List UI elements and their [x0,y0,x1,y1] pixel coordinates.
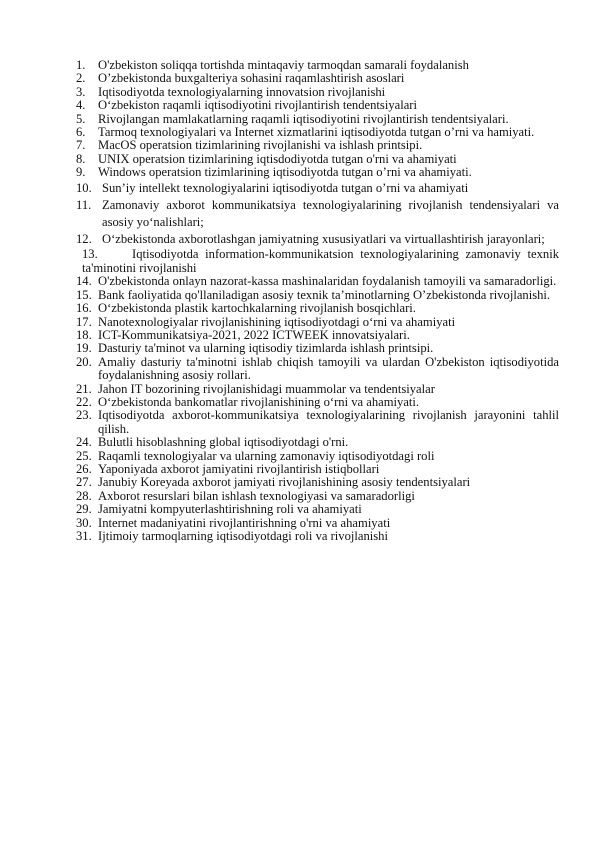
list-item [76,126,559,139]
item-number: 25. [76,448,92,463]
item-number: 6. [76,125,86,140]
item-number: 4. [76,98,86,113]
item-text: O‘zbekiston raqamli iqtisodiyotini rivojlantirish tendentsiyalari [98,98,417,113]
list-item [76,450,559,463]
list-item [76,396,559,409]
item-text: ICT-Kommunikatsiya-2021, 2022 ICTWEEK innovatsiyalari. [98,327,410,342]
item-number: 10. [76,180,92,195]
item-number: 23. [76,408,92,423]
list-item [76,180,559,197]
item-text: Bank faoliyatida qo'llaniladigan asosiy texnik ta’minotlarning O’zbekistonda rivojlanishi. [98,287,551,302]
item-number: 24. [76,435,92,450]
item-text: Axborot resurslari bilan ishlash texnologiyasi va samaradorligi [98,488,415,503]
item-number: 31. [76,529,92,543]
list-item [76,342,559,355]
item-text: Zamonaviy axborot kommunikatsiya texnologiyalarining rivojlanish tendensiyalari va asosiy yo‘nalishlari; [102,197,559,230]
item-text: O‘zbekistonda axborotlashgan jamiyatning xususiyatlari va virtuallashtirish jarayonlari; [102,232,545,247]
list-item [76,463,559,476]
item-number: 5. [76,111,86,126]
list-item [76,316,559,329]
item-number: 17. [76,314,92,329]
item-number: 14. [76,274,92,289]
item-number: 8. [76,151,86,166]
item-text: Jamiyatni kompyuterlashtirishning roli va ahamiyati [98,502,362,517]
list-item [76,275,559,288]
list-item [76,72,559,85]
item-text: Raqamli texnologiyalar va ularning zamonaviy iqtisodiyotdagi roli [98,448,435,463]
list-item [76,383,559,396]
list-item [76,302,559,315]
item-text: Janubiy Koreyada axborot jamiyati rivojlanishining asosiy tendentsiyalari [98,475,471,490]
item-number: 3. [76,84,86,99]
item-number: 28. [76,488,92,503]
list-item [76,530,559,543]
item-text: O‘zbekistonda plastik kartochkalarning rivojlanish bosqichlari. [98,301,416,316]
item-number: 26. [76,461,92,476]
item-text: Iqtisodiyotda information-kommunikatsion texnologiyalarining zamonaviy texnik ta'minotini rivojlanishi [82,247,559,275]
item-number: 1. [76,58,86,72]
item-number: 9. [76,165,86,180]
list-item [76,503,559,516]
item-text: Rivojlangan mamlakatlarning raqamli iqtisodiyotini rivojlantirish tendentsiyalari. [98,111,509,126]
list-item [76,113,559,126]
list-item [76,153,559,166]
item-number: 30. [76,515,92,530]
list-item [76,231,559,248]
item-text: Ijtimoiy tarmoqlarning iqtisodiyotdagi roli va rivojlanishi [98,529,388,543]
list-item [76,356,559,383]
list-item [76,517,559,530]
item-number: 27. [76,475,92,490]
item-number: 16. [76,301,92,316]
item-number: 11. [76,197,92,212]
list-item [76,86,559,99]
item-number: 15. [76,287,92,302]
list-item [76,248,559,275]
item-text: Nanotexnologiyalar rivojlanishining iqtisodiyotdagi o‘rni va ahamiyati [98,314,456,329]
item-text: Yaponiyada axborot jamiyatini rivojlantirish istiqbollari [98,461,380,476]
item-number: 7. [76,138,86,153]
list-item [76,99,559,112]
item-text: Tarmoq texnologiyalari va Internet xizmatlarini iqtisodiyotda tutgan o’rni va hamiyati. [98,125,535,140]
topic-list [76,59,559,543]
item-text: Jahon IT bozorining rivojlanishidagi muammolar va tendentsiyalar [98,381,435,396]
list-item [76,197,559,231]
item-number: 2. [76,71,86,86]
list-item [76,476,559,489]
item-number: 29. [76,502,92,517]
list-item [76,329,559,342]
item-text: Iqtisodiyotda texnologiyalarning innovatsion rivojlanishi [98,84,386,99]
item-number: 22. [76,394,92,409]
list-item [76,436,559,449]
item-text: Internet madaniyatini rivojlantirishning o'rni va ahamiyati [98,515,391,530]
list-item [76,289,559,302]
item-text: Bulutli hisoblashning global iqtisodiyotdagi o'rni. [98,435,349,450]
list-item [76,139,559,152]
item-text: Windows operatsion tizimlarining iqtisodiyotda tutgan o’rni va ahamiyati. [98,165,472,180]
item-text: O’zbekistonda buxgalteriya sohasini raqamlashtirish asoslari [98,71,405,86]
item-text: MacOS operatsion tizimlarining rivojlanishi va ishlash printsipi. [98,138,423,153]
item-text: UNIX operatsion tizimlarining iqtisdodiyotda tutgan o'rni va ahamiyati [98,151,457,166]
item-text: Iqtisodiyotda axborot-kommunikatsiya texnologiyalarining rivojlanish jarayonini tahlil qilish. [98,408,559,436]
item-text: O‘zbekistonda bankomatlar rivojlanishining o‘rni va ahamiyati. [98,394,420,409]
item-number: 21. [76,381,92,396]
list-item [76,490,559,503]
list-item [76,166,559,179]
item-number: 20. [76,354,92,369]
item-text: Dasturiy ta'minot va ularning iqtisodiy tizimlarda ishlash printsipi. [98,341,434,356]
item-number: 13. [82,247,98,262]
list-item [76,409,559,436]
list-item [76,59,559,72]
item-number: 19. [76,341,92,356]
item-number: 18. [76,327,92,342]
item-text: O'zbekiston soliqqa tortishda mintaqaviy tarmoqdan samarali foydalanish [98,58,469,72]
item-text: O'zbekistonda onlayn nazorat-kassa mashinalaridan foydalanish tamoyili va samaradorligi. [98,274,557,289]
item-text: Amaliy dasturiy ta'minotni ishlab chiqish tamoyili va ulardan O'zbekiston iqtisodiyotida foydalanishning asosiy rollari. [98,354,559,383]
item-number: 12. [76,232,92,247]
item-text: Sun’iy intellekt texnologiyalarini iqtisodiyotda tutgan o’rni va ahamiyati [102,180,469,195]
